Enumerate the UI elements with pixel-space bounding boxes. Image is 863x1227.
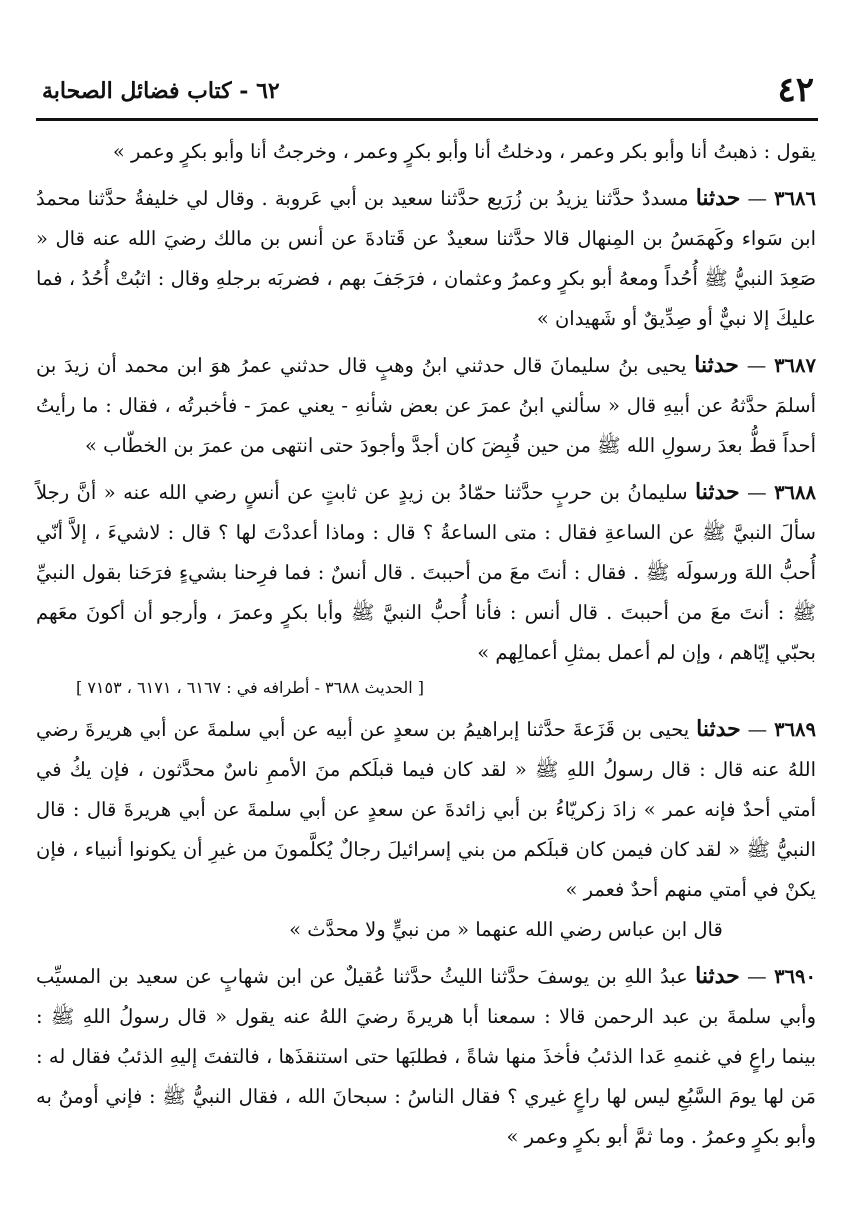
hadith-number: ٣٦٨٧ [774,354,816,377]
hadith-lead: حدثنا [694,352,739,378]
hadith-paragraph [36,472,816,673]
page-header [36,70,814,116]
paragraph-text: يحيى بن قَزَعةَ حدَّثنا إبراهيمُ بن سعدٍ عن أبيه عن أبي سلمةَ عن أبي هريرةَ رضي اللهُ عنه قال : قال رسولُ اللهِ ﷺ « لقد كان فيما قبلَكم منَ الأممِ ناسٌ محدَّثون ، فإن يكُ في أمتي أحدٌ فإنه عمر » زادَ زكريّاءُ بن أبي زائدةَ عن سعدٍ عن أبي سلمةَ عن أبي هريرةَ قال : قال النبيُّ ﷺ « لقد كان فيمن كان قبلَكم من بني إسرائيلَ رجالٌ يُكلَّمونَ من غيرِ أن يكونوا أنبياء ، فإن يكنْ في أمتي منهم أحدٌ فعمر » [36,718,816,901]
page-body [36,132,816,1157]
hadith-number: ٣٦٨٦ [774,187,816,210]
reference-text: [ الحديث ٣٦٨٨ - أطرافه في : ٦١٦٧ ، ٦١٧١ ، ٧١٥٣ ] [76,678,425,697]
hadith-lead: حدثنا [695,185,741,211]
dash: — [739,481,767,504]
hadith-lead: حدثنا [696,716,741,742]
hadith-lead: حدثنا [695,963,740,989]
hadith-paragraph [36,956,816,1157]
running-title: ٦٢ - كتاب فضائل الصحابة [42,78,280,104]
page-number: ٤٢ [777,70,814,110]
reference-line [36,673,816,703]
hadith-number: ٣٦٩٠ [774,965,817,988]
paragraph-text: سليمانُ بن حربٍ حدَّثنا حمّادُ بن زيدٍ عن ثابتٍ عن أنسٍ رضي الله عنه « أنَّ رجلاً سألَ النبيَّ ﷺ عن الساعةِ فقال : متى الساعةُ ؟ قال : وماذا أعددْتَ لها ؟ قال : لاشيءَ ، إلاَّ أنّي أُحبُّ اللهَ ورسولَه ﷺ . فقال : أنتَ معَ من أحببتَ . قال أنسٌ : فما فرِحنا بشيءٍ فرَحَنا بقول النبيِّ ﷺ : أنتَ معَ من أحببتَ . قال أنس : فأنا أُحبُّ النبيَّ ﷺ وأبا بكرٍ وعمرَ ، وأرجو أن أكونَ معَهم بحبّي إيّاهم ، وإن لم أعمل بمثلِ أعمالِهم » [36,481,816,664]
hadith-paragraph [36,178,816,339]
hadith-lead: حدثنا [695,479,740,505]
header-rule [36,118,818,121]
centered-paragraph [36,910,816,950]
paragraph-text: يحيى بنُ سليمانَ قال حدثني ابنُ وهبٍ قال حدثني عمرُ هوَ ابن محمد أن زيدَ بن أسلمَ حدَّثهُ عن أبيهِ قال « سألني ابنُ عمرَ عن بعض شأنهِ - يعني عمرَ - فأخبرتُه ، فقال : ما رأيتُ أحداً قطُّ بعدَ رسولِ الله ﷺ من حين قُبِضَ كان أجدَّ وأجودَ حتى انتهى من عمرَ بن الخطّاب » [36,354,816,457]
dash: — [740,718,768,741]
paragraph-text: يقول : ذهبتُ أنا وأبو بكر وعمر ، ودخلتُ أنا وأبو بكرٍ وعمر ، وخرجتُ أنا وأبو بكرٍ وعمر » [112,140,816,163]
continuation-paragraph [36,132,816,172]
dash: — [740,187,767,210]
paragraph-text: مسددٌ حدَّثنا يزيدُ بن زُرَيع حدَّثنا سعيد بن أبي عَروبة . وقال لي خليفةُ حدَّثنا محمدُ ابن سَواء وكَهمَسُ بن المِنهال قالا حدَّثنا سعيدٌ عن قَتادةَ عن أنس بن مالك رضيَ الله عنه قال « صَعِدَ النبيُّ ﷺ أُحُداً ومعهُ أبو بكرٍ وعمرُ وعثمان ، فرَجَفَ بهم ، فضربَه برجلهِ وقال : اثبُتْ أُحُدُ ، فما عليكَ إلا نبيٌّ أو صِدِّيقٌ أو شَهيدان » [36,187,816,330]
paragraph-text: عبدُ اللهِ بن يوسفَ حدَّثنا الليثُ حدَّثنا عُقيلٌ عن ابن شهابٍ عن سعيد بن المسيِّب وأبي سلمةَ بن عبد الرحمن قالا : سمعنا أبا هريرةَ رضيَ اللهُ عنه يقول « قال رسولُ اللهِ ﷺ : بينما راعٍ في غنمهِ عَدا الذئبُ فأخذَ منها شاةً ، فطلبَها حتى استنقذَها ، فالتفتَ إليهِ الذئبُ فقال له : مَن لها يومَ السَّبُعِ ليس لها راعٍ غيري ؟ فقال الناسُ : سبحانَ الله ، فقال النبيُّ ﷺ : فإني أومنُ به وأبو بكرٍ وعمرُ . وما ثمَّ أبو بكرٍ وعمر » [36,965,816,1148]
hadith-number: ٣٦٨٩ [774,718,817,741]
hadith-paragraph [36,345,816,466]
dash: — [739,965,767,988]
dash: — [738,354,767,377]
paragraph-text: قال ابن عباس رضي الله عنهما « من نبيٍّ ولا محدَّث » [289,918,723,941]
hadith-number: ٣٦٨٨ [774,481,816,504]
hadith-paragraph [36,709,816,910]
